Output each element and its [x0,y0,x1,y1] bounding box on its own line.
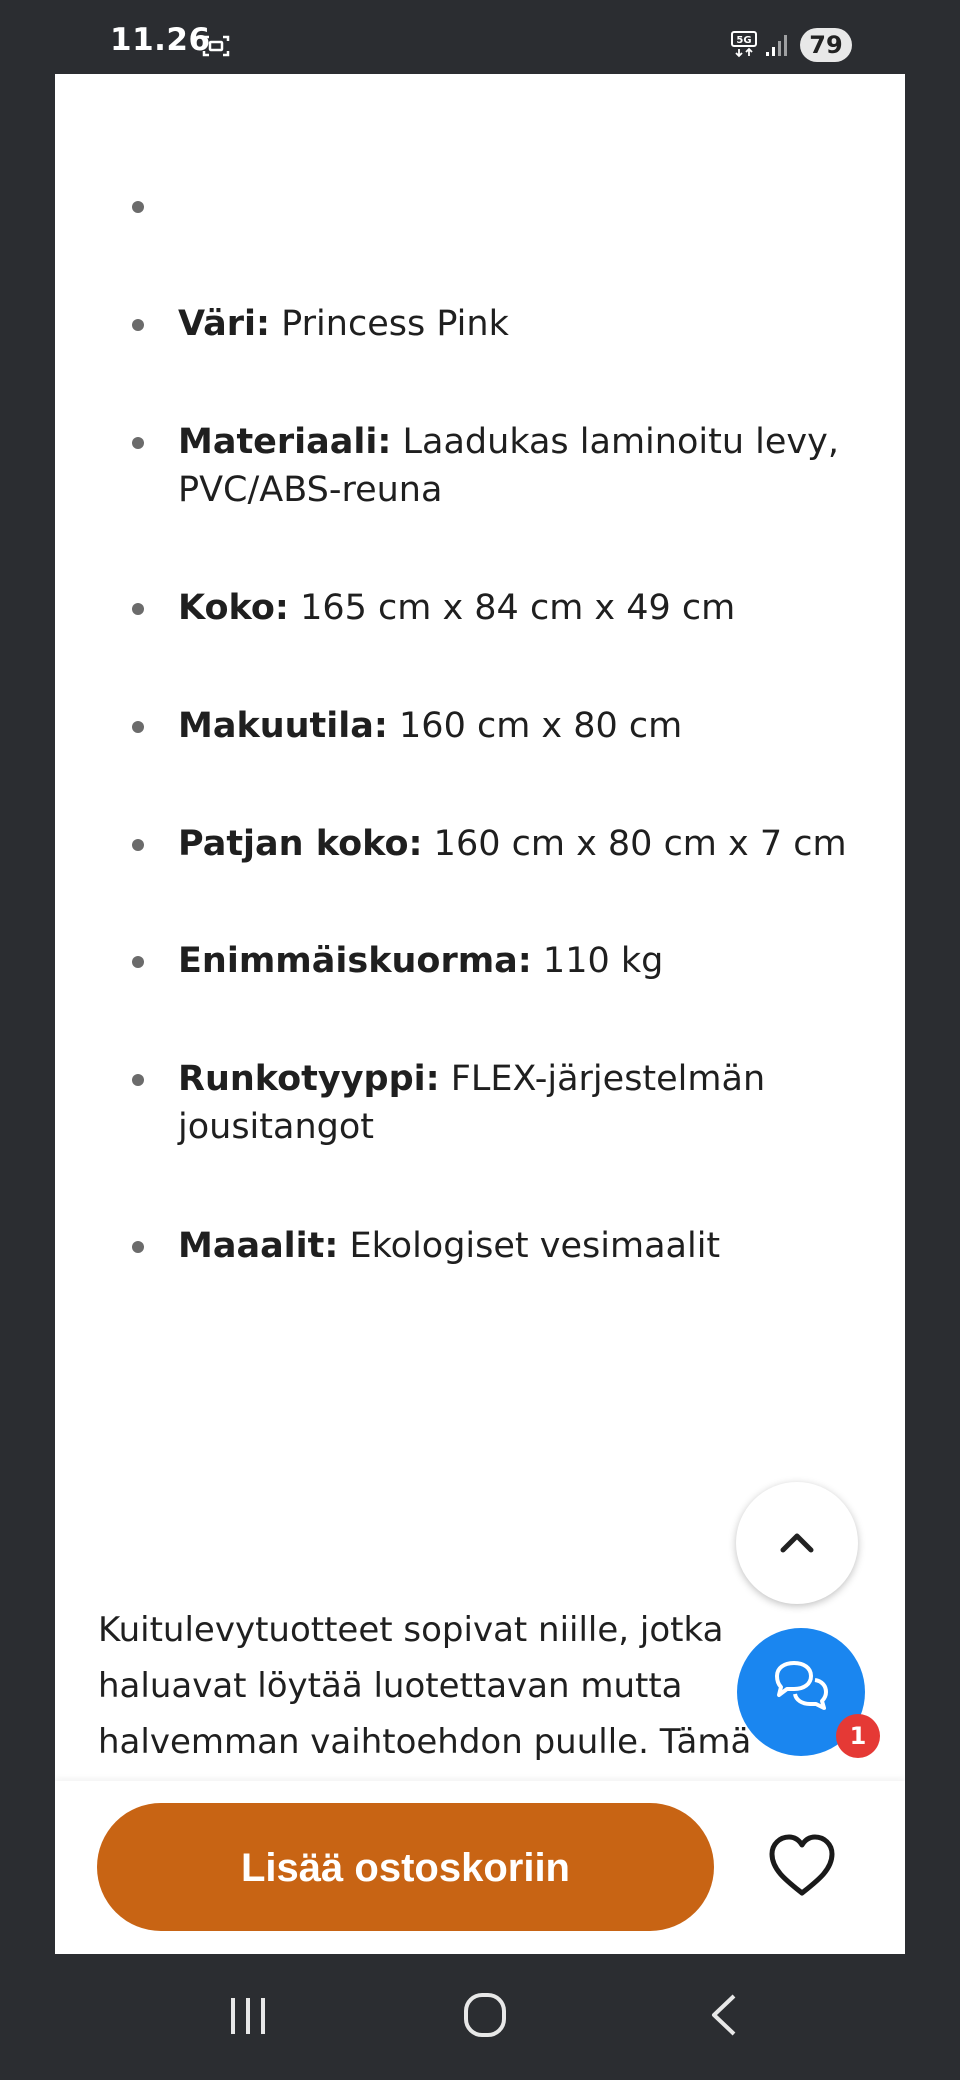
spec-item-frame-type [178,1055,878,1151]
recent-apps-icon[interactable] [224,1992,272,2040]
spec-value: Ekologiset vesimaalit [338,1226,721,1266]
spec-value: Princess Pink [270,304,509,344]
bottom-action-bar [55,1781,905,1954]
network-5g-icon [730,30,758,58]
spec-value: 110 kg [531,941,664,981]
screen-capture-icon [202,34,230,58]
spec-value: 165 cm x 84 cm x 49 cm [288,588,736,628]
spec-key: Maaalit: [178,1226,339,1266]
heart-icon[interactable] [767,1833,837,1899]
scroll-to-top-button[interactable] [736,1482,858,1604]
battery-indicator: 79 [800,28,852,62]
spec-item-sleeping-area [178,702,878,750]
spec-item-max-load [178,937,878,985]
spec-value: 160 cm x 80 cm [387,706,683,746]
spec-item-material [178,418,878,514]
spec-key: Runkotyyppi: [178,1059,440,1099]
product-description: Kuitulevytuotteet sopivat niille, jotka haluavat löytää luotettavan mutta halvemman vaihtoehdon puulle. Tämä [98,1610,752,1762]
spec-key: Väri: [178,304,271,344]
home-icon[interactable] [461,1990,509,2040]
product-details [55,74,905,1954]
back-icon[interactable] [700,1990,748,2040]
signal-strength-icon [764,32,792,58]
network-label: 5G [736,35,752,46]
spec-item-paints [178,1222,878,1270]
spec-value: FLEX-järjestelmän jousitangot [178,1059,766,1147]
spec-key: Enimmäiskuorma: [178,941,532,981]
spec-value: 160 cm x 80 cm x 7 cm [422,824,847,864]
spec-value: Laadukas laminoitu levy, PVC/ABS-reuna [178,422,839,510]
system-navigation-bar [0,1954,960,2080]
status-bar [0,0,960,74]
spec-key: Makuutila: [178,706,388,746]
spec-item-size [178,584,878,632]
chat-notification-badge: 1 [836,1714,880,1758]
add-to-cart-button[interactable]: Lisää ostoskoriin [97,1803,714,1931]
spec-item-mattress-size [178,820,878,868]
spec-key: Materiaali: [178,422,392,462]
spec-item-color [178,300,878,348]
spec-key: Patjan koko: [178,824,423,864]
spec-key: Koko: [178,588,289,628]
status-time: 11.26 [110,22,211,58]
chevron-up-icon [736,1482,858,1604]
